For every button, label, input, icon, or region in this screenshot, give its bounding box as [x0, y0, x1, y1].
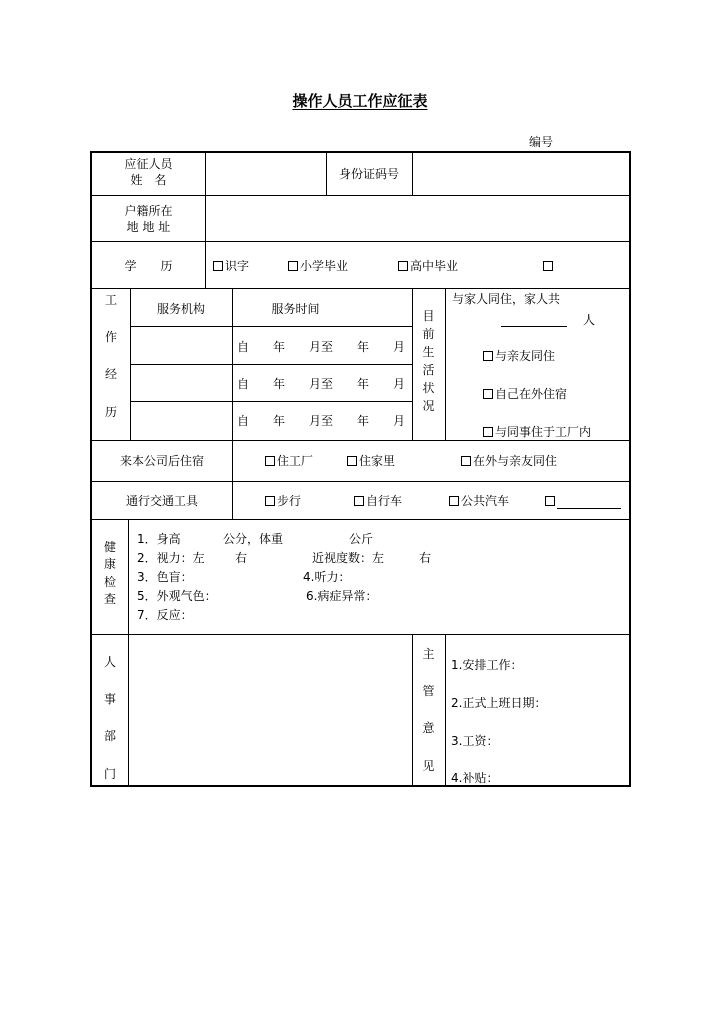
- education-option-highschool[interactable]: 高中毕业: [398, 258, 458, 274]
- service-period-3[interactable]: 自 年 月至 年 月: [237, 414, 406, 428]
- residence-option-factory[interactable]: 住工厂: [265, 453, 313, 469]
- allowance-label: 4.补贴：: [451, 771, 499, 785]
- org-header: 服务机构: [156, 302, 205, 316]
- checkbox-icon: [545, 496, 555, 506]
- color-blind-label: 3．色盲：: [137, 570, 193, 584]
- living-status-label: 目 前 生 活 状 况: [422, 309, 435, 413]
- family-count-field[interactable]: [501, 311, 567, 327]
- vision-left-label: 2．视力：左: [137, 551, 205, 565]
- living-option-relatives[interactable]: 与亲友同住: [483, 348, 555, 364]
- transport-option-bus[interactable]: 公共汽车: [449, 493, 509, 509]
- address-label: 户籍所在 地 地 址: [124, 204, 173, 235]
- health-check-label: 健 康 检 查: [103, 540, 116, 607]
- serial-number-label: 编号: [529, 135, 554, 149]
- work-row-divider: [130, 326, 412, 327]
- checkbox-icon: [288, 261, 298, 271]
- hr-comments-field[interactable]: [129, 635, 412, 784]
- living-option-alone[interactable]: 自己在外住宿: [483, 386, 567, 402]
- checkbox-icon: [543, 261, 553, 271]
- row-divider: [92, 519, 629, 520]
- checkbox-icon: [398, 261, 408, 271]
- form-title: 操作人员工作应征表: [292, 92, 428, 110]
- time-header: 服务时间: [271, 302, 320, 316]
- work-row-divider: [130, 364, 412, 365]
- complexion-label: 5．外观气色：: [137, 589, 217, 603]
- row-divider: [92, 481, 629, 482]
- checkbox-icon: [265, 496, 275, 506]
- col-divider: [232, 440, 233, 519]
- salary-label: 3.工资：: [451, 734, 499, 748]
- checkbox-icon: [354, 496, 364, 506]
- application-form-table: [90, 151, 631, 787]
- education-option-primary[interactable]: 小学毕业: [288, 258, 348, 274]
- family-living-prefix: 与家人同住，家人共: [452, 292, 561, 306]
- id-number-field[interactable]: [413, 154, 629, 194]
- id-number-label: 身份证码号: [338, 167, 399, 181]
- work-experience-label: 工 作 经 历: [104, 293, 117, 419]
- col-divider: [445, 634, 446, 785]
- weight-label: 公分，体重: [223, 532, 284, 546]
- job-assignment-label: 1.安排工作：: [451, 658, 523, 672]
- checkbox-icon: [213, 261, 223, 271]
- residence-option-relatives[interactable]: 在外与亲友同住: [461, 453, 557, 469]
- checkbox-icon: [265, 456, 275, 466]
- education-option-literate[interactable]: 识字: [213, 258, 249, 274]
- row-divider: [92, 288, 629, 289]
- symptoms-label: 6.病症异常：: [306, 589, 378, 603]
- hearing-label: 4.听力：: [303, 570, 351, 584]
- col-divider: [205, 241, 206, 288]
- residence-option-home[interactable]: 住家里: [347, 453, 395, 469]
- transport-option-walk[interactable]: 步行: [265, 493, 301, 509]
- checkbox-icon: [461, 456, 471, 466]
- education-option-other[interactable]: [543, 258, 555, 274]
- transport-label: 通行交通工具: [125, 494, 198, 508]
- checkbox-icon: [483, 389, 493, 399]
- transport-option-other[interactable]: [545, 493, 621, 509]
- transport-option-bicycle[interactable]: 自行车: [354, 493, 402, 509]
- residence-label: 来本公司后住宿: [119, 454, 204, 468]
- family-count-suffix: 人: [583, 313, 596, 327]
- service-period-2[interactable]: 自 年 月至 年 月: [237, 377, 406, 391]
- work-row-divider: [130, 401, 412, 402]
- supervisor-opinion-label: 主 管 意 见: [422, 647, 435, 773]
- myopia-left-label: 近视度数：左: [312, 551, 385, 565]
- education-label: 学 历: [124, 259, 173, 273]
- address-field[interactable]: [206, 196, 629, 240]
- hr-department-label: 人 事 部 门: [103, 655, 116, 781]
- checkbox-icon: [449, 496, 459, 506]
- name-label: 应征人员 姓 名: [124, 157, 173, 188]
- height-label: 1．身高: [137, 532, 181, 546]
- row-divider: [92, 241, 629, 242]
- start-date-label: 2.正式上班日期：: [451, 696, 547, 710]
- checkbox-icon: [347, 456, 357, 466]
- col-divider: [445, 288, 446, 440]
- checkbox-icon: [483, 427, 493, 437]
- living-option-coworkers[interactable]: 与同事住于工厂内: [483, 424, 591, 440]
- service-period-1[interactable]: 自 年 月至 年 月: [237, 340, 406, 354]
- myopia-right-label: 右: [419, 551, 432, 565]
- reaction-label: 7．反应：: [137, 608, 193, 622]
- vision-right-label: 右: [235, 551, 248, 565]
- name-field[interactable]: [206, 154, 326, 194]
- weight-unit: 公斤: [349, 532, 374, 546]
- checkbox-icon: [483, 351, 493, 361]
